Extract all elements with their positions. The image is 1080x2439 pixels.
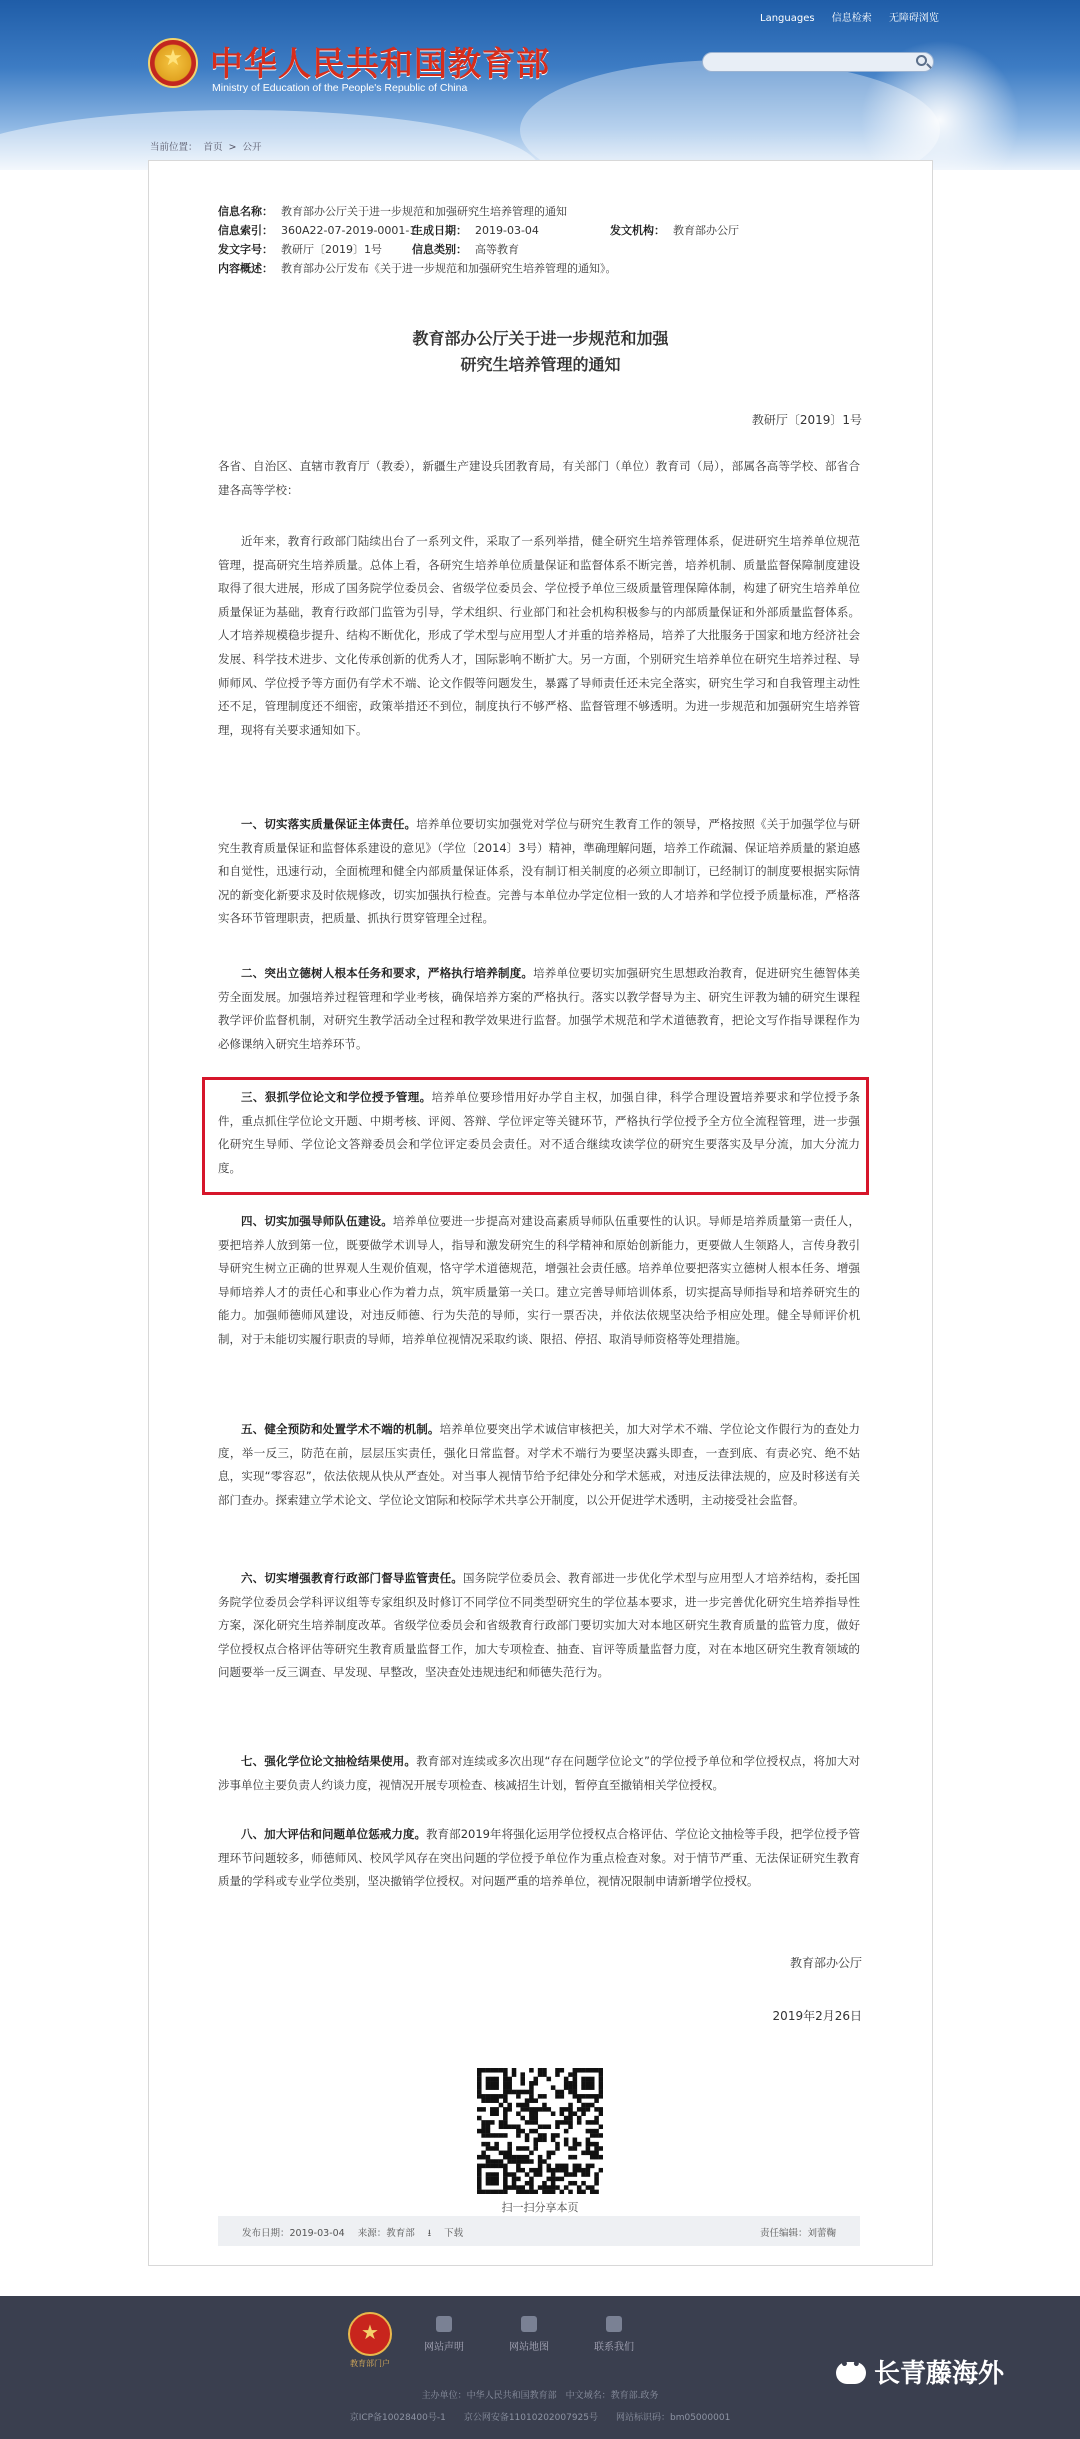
editor: 责任编辑：刘蕾鞠 bbox=[759, 2228, 836, 2239]
breadcrumb-home[interactable]: 首页 bbox=[203, 142, 223, 153]
section-1-head: 一、切实落实质量保证主体责任。 bbox=[241, 817, 417, 831]
footer-link-label: 网站声明 bbox=[424, 2342, 464, 2353]
doc-title-line1: 教育部办公厅关于进一步规范和加强 bbox=[412, 329, 669, 348]
breadcrumb-sep: > bbox=[228, 142, 237, 153]
section-2-head: 二、突出立德树人根本任务和要求，严格执行培养制度。 bbox=[241, 966, 534, 980]
mail-icon bbox=[606, 2316, 622, 2332]
footer-logo-icon[interactable] bbox=[348, 2312, 392, 2356]
download-label: 下载 bbox=[444, 2228, 464, 2239]
section-5-head: 五、健全预防和处置学术不端的机制。 bbox=[241, 1422, 440, 1436]
breadcrumb-open[interactable]: 公开 bbox=[242, 142, 262, 153]
section-6-head: 六、切实增强教育行政部门督导监管责任。 bbox=[241, 1571, 463, 1585]
footer-license: 京ICP备10028400号-1 京公网安备11010202007925号 网站标识码：bm05000001 bbox=[349, 2413, 731, 2423]
wechat-watermark bbox=[836, 2353, 1004, 2390]
signature: 教育部办公厅 bbox=[789, 1956, 862, 1970]
section-4-body: 培养单位要进一步提高对建设高素质导师队伍重要性的认识。导师是培养质量第一责任人，要把培养人放到第一位，既要做学术训导人，指导和激发研究生的科学精神和原始创新能力，更要做人生领路人，言传身教引导研究生树立正确的世界观人生观价值观，恪守学术道德规范，增强社会责任感。培养单位要把落实立德树人根本任务、增强导师培养人才的责任心和事业心作为着力点，筑牢质量第一关口。建立完善导师培训体系，切实提高导师指导和培养研究生的能力。加强师德师风建设，对违反师德、行为失范的导师，实行一票否决，并依法依规坚决给予相应处理。健全导师评价机制，对于未能切实履行职责的导师，培养单位视情况采取约谈、限招、停招、取消导师资格等处理措施。 bbox=[218, 1214, 860, 1346]
footer-link-label: 联系我们 bbox=[594, 2342, 634, 2353]
meta-index: 信息索引： 360A22-07-2019-0001-1 bbox=[218, 224, 417, 237]
site-subtitle: Ministry of Education of the People's Republic of China bbox=[212, 82, 468, 94]
section-6-body: 国务院学位委员会、教育部进一步优化学术型与应用型人才培养结构，委托国务院学位委员会学科评议组等专家组织及时修订不同学位不同类型研究生的学位基本要求，进一步完善优化研究生培养指导性方案，深化研究生培养制度改革。省级学位委员会和省级教育行政部门要切实加大对本地区研究生教育质量的监管力度，做好学位授权点合格评估等研究生教育质量监督工作，加大专项检查、抽查、盲评等质量监督力度，对在本地区研究生教育领域的问题要举一反三调查、早发现、早整改，坚决查处违规违纪和师德失范行为。 bbox=[218, 1571, 860, 1680]
section-5-body: 培养单位要突出学术诚信审核把关，加大对学术不端、学位论文作假行为的查处力度，举一反三，防范在前，层层压实责任，强化日常监督。对学术不端行为要坚决露头即查，一查到底、有责必究、绝不姑息，实现“零容忍”，依法依规从快从严查处。对当事人视情节给予纪律处分和学术惩戒，对违反法律法规的，应及时移送有关部门查办。探索建立学术论文、学位论文馆际和校际学术共享公开制度，以公开促进学术透明，主动接受社会监督。 bbox=[218, 1422, 860, 1507]
footer-link-contact[interactable] bbox=[584, 2316, 644, 2353]
section-3-head: 三、狠抓学位论文和学位授予管理。 bbox=[241, 1090, 432, 1104]
section-4-head: 四、切实加强导师队伍建设。 bbox=[241, 1214, 393, 1228]
section-2-body: 培养单位要切实加强研究生思想政治教育，促进研究生德智体美劳全面发展。加强培养过程管理和学业考核，确保培养方案的严格执行。落实以教学督导为主、研究生评教为辅的研究生课程教学评价监督机制，对研究生教学活动全过程和教学效果进行监督。加强学术规范和学术道德教育，把论文写作指导课程作为必修课纳入研究生培养环节。 bbox=[218, 966, 861, 1051]
section-1 bbox=[218, 813, 860, 931]
section-7 bbox=[218, 1750, 860, 1797]
section-6 bbox=[218, 1567, 860, 1685]
section-7-body: 教育部对连续或多次出现“存在问题学位论文”的学位授予单位和学位授权点，将加大对涉事单位主要负责人约谈力度，视情况开展专项检查、核减招生计划，暂停直至撤销相关学位授权。 bbox=[218, 1754, 860, 1792]
breadcrumb-prefix: 当前位置： bbox=[150, 142, 198, 153]
doc-number: 教研厅〔2019〕1号 bbox=[751, 413, 862, 427]
footer-link-label: 网站地图 bbox=[509, 2342, 549, 2353]
national-emblem-icon bbox=[148, 38, 198, 88]
section-4 bbox=[218, 1210, 860, 1352]
footer-link-statement[interactable] bbox=[414, 2316, 474, 2353]
section-8-head: 八、加大评估和问题单位惩戒力度。 bbox=[241, 1827, 427, 1841]
meta-category: 信息类别： 高等教育 bbox=[412, 243, 519, 256]
section-2 bbox=[218, 962, 860, 1056]
wechat-icon bbox=[836, 2362, 866, 2384]
section-5 bbox=[218, 1418, 860, 1512]
qr-code-image bbox=[477, 2068, 603, 2194]
qr-code bbox=[477, 2068, 603, 2194]
meta-summary: 内容概述： 教育部办公厅发布《关于进一步规范和加强研究生培养管理的通知》。 bbox=[218, 262, 617, 275]
salutation: 各省、自治区、直辖市教育厅（教委），新疆生产建设兵团教育局，有关部门（单位）教育司（局），部属各高等学校、部省合建各高等学校： bbox=[218, 459, 860, 497]
section-8-body: 教育部2019年将强化运用学位授权点合格评估、学位论文抽检等手段，把学位授予管理环节问题较多，师德师风、校风学风存在突出问题的学位授予单位作为重点检查对象。对于情节严重、无法保证研究生教育质量的学科或专业学位类别，坚决撤销学位授权。对问题严重的培养单位，视情况限制申请新增学位授权。 bbox=[218, 1827, 860, 1889]
sitemap-icon bbox=[521, 2316, 537, 2332]
accessibility-link[interactable]: 无障碍浏览 bbox=[888, 13, 939, 24]
qr-caption: 扫一扫分享本页 bbox=[501, 2201, 579, 2214]
search-input[interactable] bbox=[711, 55, 915, 75]
download-icon: ⭳ bbox=[427, 2228, 432, 2239]
info-search-link[interactable]: 信息检索 bbox=[831, 13, 872, 24]
languages-link[interactable]: Languages bbox=[760, 13, 815, 24]
meta-date: 生成日期： 2019-03-04 bbox=[412, 224, 539, 237]
footer-sponsor: 主办单位：中华人民共和国教育部 中文域名：教育部.政务 bbox=[421, 2391, 659, 2401]
section-3-body: 培养单位要珍惜用好办学自主权，加强自律，科学合理设置培养要求和学位授予条件，重点抓住学位论文开题、中期考核、评阅、答辩、学位评定等关键环节，严格执行学位授予全方位全流程管理，进一步强化研究生导师、学位论文答辩委员会和学位评定委员会责任。对不适合继续攻读学位的研究生要落实及早分流，加大分流力度。 bbox=[218, 1090, 861, 1175]
section-7-head: 七、强化学位论文抽检结果使用。 bbox=[241, 1754, 417, 1768]
watermark-text: 长青藤海外 bbox=[874, 2359, 1005, 2389]
source: 来源：教育部 bbox=[357, 2228, 415, 2239]
intro-paragraph: 近年来，教育行政部门陆续出台了一系列文件，采取了一系列举措，健全研究生培养管理体系，促进研究生培养单位规范管理，提高研究生培养质量。总体上看，各研究生培养单位质量保证和监督体系不断完善，培养机制、质量监督保障制度建设取得了很大进展，形成了国务院学位委员会、省级学位委员会、学位授予单位三级质量管理保障体制，构建了研究生培养单位质量保证为基础，教育行政部门监管为引导，学术组织、行业部门和社会机构积极参与的内部质量保证和外部质量监督体系。人才培养规模稳步提升、结构不断优化，形成了学术型与应用型人才并重的培养格局，培养了大批服务于国家和地方经济社会发展、科学技术进步、文化传承创新的优秀人才，国际影响不断扩大。另一方面，个别研究生培养单位在研究生培养过程、导师师风、学位授予等方面仍有学术不端、论文作假等问题发生，暴露了导师责任还未完全落实，研究生学习和自我管理主动性还不足，管理制度还不细密，政策举措还不到位，制度执行不够严格、监督管理不够透明。为进一步规范和加强研究生培养管理，现将有关要求通知如下。 bbox=[218, 534, 860, 737]
section-1-body: 培养单位要切实加强党对学位与研究生教育工作的领导，严格按照《关于加强学位与研究生教育质量保证和监督体系建设的意见》（学位〔2014〕3号）精神，準确理解问题，培养工作疏漏、保证培养质量的紧迫感和自觉性，迅速行动，全面梳理和健全内部质量保证体系，没有制订相关制度的必须立即制订，已经制订的制度要根据实际情况的新变化新要求及时依规修改，切实加强执行检查。完善与本单位办学定位相一致的人才培养和学位授予质量标准，严格落实各环节管理职责，把质量、抓执行贯穿管理全过程。 bbox=[218, 817, 861, 926]
site-title[interactable]: 中华人民共和国教育部 bbox=[210, 44, 550, 83]
highlight-box bbox=[202, 1077, 869, 1195]
search-box bbox=[702, 52, 934, 72]
doc-title-line2: 研究生培养管理的通知 bbox=[460, 355, 621, 374]
top-links bbox=[760, 9, 953, 24]
person-icon bbox=[436, 2316, 452, 2332]
publish-date: 发布日期：2019-03-04 bbox=[242, 2228, 345, 2239]
meta-org: 发文机构： 教育部办公厅 bbox=[610, 224, 739, 237]
section-8 bbox=[218, 1823, 860, 1894]
breadcrumb bbox=[150, 139, 268, 153]
footer-logo-caption: 教育部门户 bbox=[350, 2359, 390, 2368]
meta-doc-no: 发文字号： 教研厅〔2019〕1号 bbox=[218, 243, 382, 256]
download-link[interactable] bbox=[428, 2228, 473, 2239]
meta-info-name: 信息名称： 教育部办公厅关于进一步规范和加强研究生培养管理的通知 bbox=[218, 205, 567, 218]
sign-date: 2019年2月26日 bbox=[772, 2009, 862, 2023]
info-bar bbox=[218, 2216, 860, 2246]
search-icon[interactable] bbox=[916, 55, 927, 66]
footer-link-sitemap[interactable] bbox=[499, 2316, 559, 2353]
